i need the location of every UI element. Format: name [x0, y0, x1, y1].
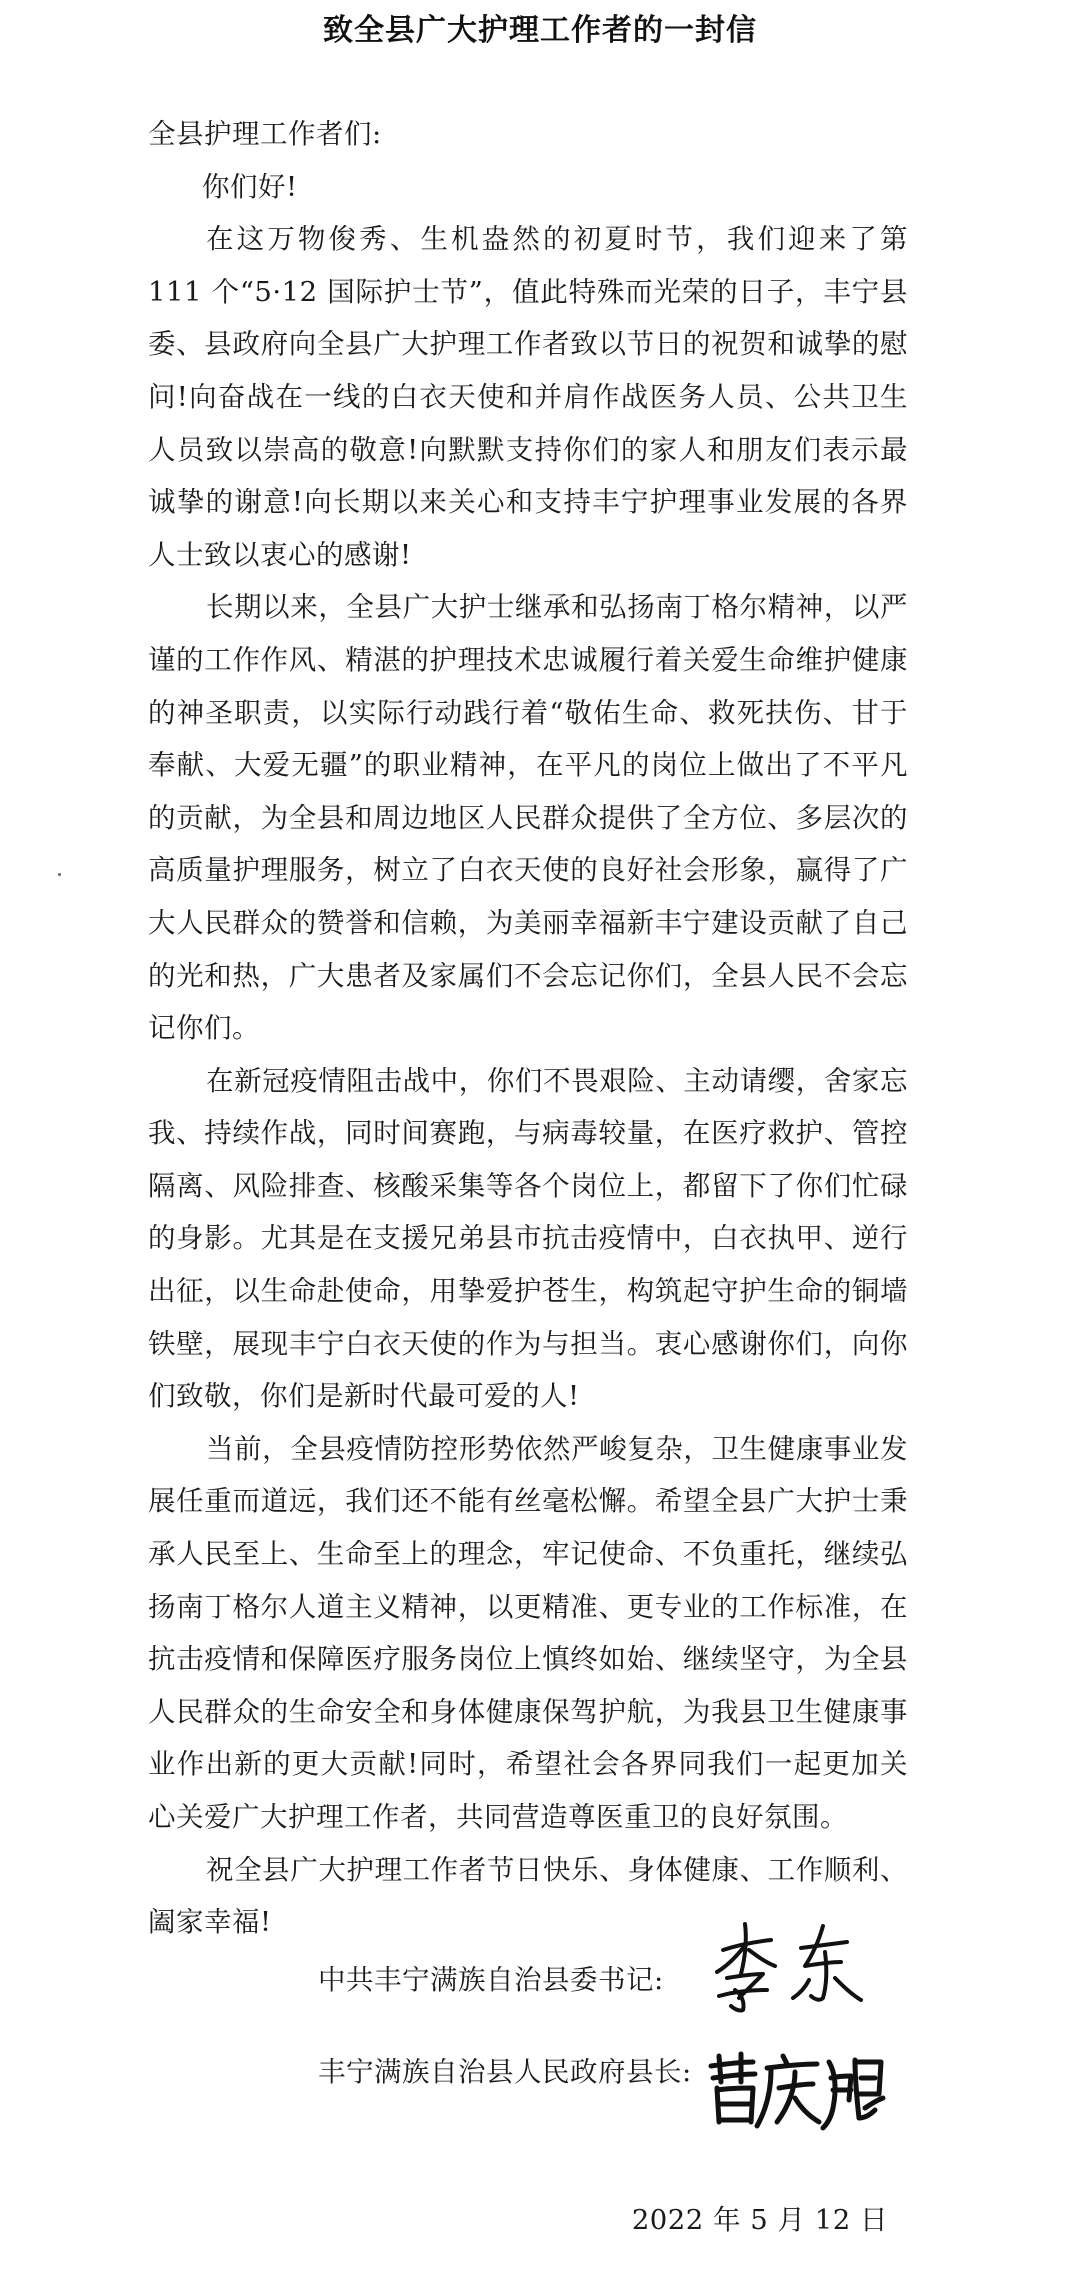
signatory-row-2: [318, 2052, 692, 2092]
paragraph-4: 当前，全县疫情防控形势依然严峻复杂，卫生健康事业发展任重而道远，我们还不能有丝毫松懈。希望全县广大护士秉承人民至上、生命至上的理念，牢记使命、不负重托，继续弘扬南丁格尔人道主义精神，以更精准、更专业的工作标准，在抗击疫情和保障医疗服务岗位上慎终如始、继续坚守，为全县人民群众的生命安全和身体健康保驾护航，为我县卫生健康事业作出新的更大贡献!同时，希望社会各界同我们一起更加关心关爱广大护理工作者，共同营造尊医重卫的良好氛围。: [148, 1432, 908, 1833]
paragraph-1: 在这万物俊秀、生机盎然的初夏时节，我们迎来了第 111 个“5·12 国际护士节”，值此特殊而光荣的日子，丰宁县委、县政府向全县广大护理工作者致以节日的祝贺和诚挚的慰问!向奋战在一线的白衣天使和并肩作战医务人员、公共卫生人员致以崇高的敬意!向默默支持你们的家人和朋友们表示最诚挚的谢意!向长期以来关心和支持丰宁护理事业发展的各界人士致以衷心的感谢!: [148, 223, 908, 571]
paragraph-3: 在新冠疫情阻击战中，你们不畏艰险、主动请缨，舍家忘我、持续作战，同时间赛跑，与病毒较量，在医疗救护、管控隔离、风险排查、核酸采集等各个岗位上，都留下了你们忙碌的身影。尤其是在支援兄弟县市抗击疫情中，白衣执甲、逆行出征，以生命赴使命，用挚爱护苍生，构筑起守护生命的铜墙铁壁，展现丰宁白衣天使的作为与担当。衷心感谢你们，向你们致敬，你们是新时代最可爱的人!: [148, 1064, 908, 1413]
scan-speck: [58, 873, 61, 876]
signatory-role-1: 中共丰宁满族自治县委书记:: [318, 1964, 664, 1996]
letter-title: 致全县广大护理工作者的一封信: [323, 13, 757, 48]
handwritten-signature-1: [705, 1918, 875, 2018]
signatory-row-1: [318, 1960, 664, 2000]
salutation: 全县护理工作者们:: [148, 118, 382, 150]
paragraph-2: 长期以来，全县广大护士继承和弘扬南丁格尔精神，以严谨的工作作风、精湛的护理技术忠诚履行着关爱生命维护健康的神圣职责，以实际行动践行着“敬佑生命、救死扶伤、甘于奉献、大爱无疆”的职业精神，在平凡的岗位上做出了不平凡的贡献，为全县和周边地区人民群众提供了全方位、多层次的高质量护理服务，树立了白衣天使的良好社会形象，赢得了广大人民群众的赞誉和信赖，为美丽幸福新丰宁建设贡献了自己的光和热，广大患者及家属们不会忘记你们，全县人民不会忘记你们。: [148, 591, 908, 1045]
letter-date: 2022 年 5 月 12 日: [631, 2204, 888, 2236]
greeting: 你们好!: [202, 170, 298, 203]
closing-wish: 祝全县广大护理工作者节日快乐、身体健康、工作顺利、阖家幸福!: [148, 1853, 908, 1939]
handwritten-signature-2: [705, 2048, 895, 2138]
letter-body: [148, 108, 908, 1949]
signatory-role-2: 丰宁满族自治县人民政府县长:: [318, 2056, 692, 2088]
